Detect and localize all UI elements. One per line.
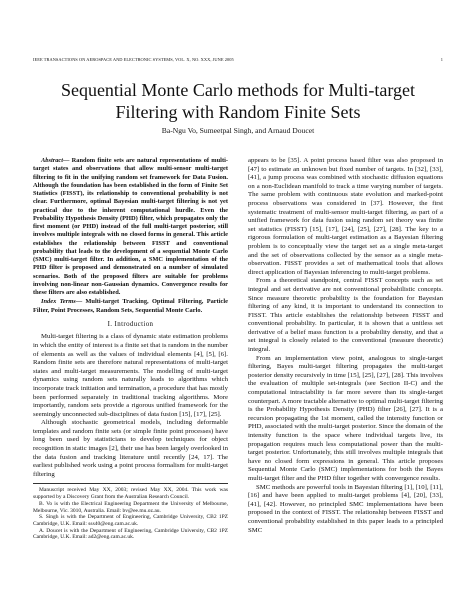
footnote-author-vo: B. Vo is with the Electrical Engineering Department the University of Melbourne, Melbourne, Vic. 3010, Australia. Email: bv@ee.mu.oz.au.: [33, 500, 228, 514]
body-paragraph-3: From an implementation view point, analogous to single-target filtering, Bayes multi-target filtering propagates the multi-target posterior density recursively in time [15], [25], [27], [28]. This involves the evaluation of multiple set-integrals (see Section II-C) and the computational intractability is far more severe than its single-target counterpart. A more tractable alternative to optimal multi-target filtering is the Probability Hypothesis Density (PHD) filter [26], [27]. It is a recursion propagating the 1st moment, called the intensity function or PHD, associated with the multi-target posterior. Since the domain of the intensity function is the space where individual targets live, its propagation requires much less computational power than the multi-target posterior. Unfortunately, this still involves multiple integrals that have no closed form expressions in general. This article proposes Sequential Monte Carlo (SMC) implementations for both the Bayes multi-target filter and the PHD filter together with convergence results.: [248, 354, 443, 482]
journal-info: IEEE TRANSACTIONS ON AEROSPACE AND ELECTRONIC SYSTEMS, VOL. X, NO. XXX, JUNE 2005: [33, 57, 234, 62]
paper-title: Sequential Monte Carlo methods for Multi-target Filtering with Random Finite Sets: [60, 80, 416, 122]
abstract: [33, 157, 228, 297]
right-column: [248, 157, 443, 535]
body-paragraph-2: From a theoretical standpoint, central FISST concepts such as set integral and set derivative are not conventional probabilistic concepts. Since measure theoretic probability is the foundation for Bayesian filtering of any kind, it is important to understand its connection to FISST. This article establishes the relationship between FISST and conventional probability. In particular, it is shown that a unitless set derivative of a belief mass function is a probability density, and that a set integral is closely related to the conventional (measure theoretic) integral.: [248, 277, 443, 354]
section-heading: I. Introduction: [107, 320, 154, 328]
footnote-author-singh: S. Singh is with the Department of Engineering, Cambridge University, CB2 1PZ Cambridge, U.K. Email: sss40@eng.cam.ac.uk.: [33, 514, 228, 527]
page-number: 1: [440, 57, 443, 62]
footnote-manuscript: Manuscript received May XX, 2003; revised May XX, 2004. This work was supported by a Discovery Grant from the Australian Research Council.: [33, 487, 228, 501]
intro-paragraph-1: Multi-target filtering is a class of dynamic state estimation problems in which the entity of interest is a finite set that is random in the number of elements as well as the values of individual elements [4], [5], [6]. Random finite sets are therefore natural representations of multi-target states and multi-target measurements. The modelling of multi-target dynamics using random sets naturally leads to algorithms which incorporate track initiation and termination, a procedure that has mostly been performed separately in traditional tracking algorithms. More importantly, random sets provide a rigorous unified framework for the seemingly unconnected sub-disciplines of data fusion [15], [17], [25].: [33, 333, 228, 418]
author-list: Ba-Ngu Vo, Sumeetpal Singh, and Arnaud Doucet: [161, 126, 315, 135]
body-paragraph-1: appears to be [35]. A point process based filter was also proposed in [47] to estimate an unknown but fixed number of targets. In [32], [33], [41], a jump process was combined with stochastic diffusion equations on a non-Euclidean manifold to track a time varying number of targets. The same problem with continuous state evolution and marked-point process observations was considered in [37]. However, the first systematic treatment of multi-sensor multi-target filtering, as part of a unified framework for data fusion using random set theory was finite set statistics (FISST) [15], [17], [24], [25], [27], [28]. The key to a rigorous formulation of multi-target estimation as a Bayesian filtering problem is to conceptually view the target set as a single meta-target and the set of observations collected by the sensor as a single meta-observation. FISST provides a set of mathematical tools that allows direct application of Bayesian inferencing to multi-target problems.: [248, 157, 443, 276]
index-terms-label: Index Terms: [41, 298, 76, 306]
body-paragraph-4: SMC methods are powerful tools in Bayesian filtering [1], [10], [11], [16] and have been applied to multi-target problems [4], [20], [33], [41], [42]. However, no principled SMC implementations have been proposed in the context of FISST. The relationship between FISST and conventional probability established in this paper leads to a principled SMC: [248, 483, 443, 534]
footnote-author-doucet: A. Doucet is with the Department of Engineering, Cambridge University, CB2 1PZ Cambridge, U.K. Email: ad2@eng.cam.ac.uk.: [33, 527, 228, 541]
index-terms-text: — Multi-target Tracking, Optimal Filtering, Particle Filter, Point Processes, Random Sets, Sequential Monte Carlo.: [33, 298, 228, 314]
left-column: [33, 157, 228, 541]
abstract-label: Abstract: [41, 157, 64, 164]
footnotes: [33, 483, 228, 541]
index-terms: [33, 298, 228, 315]
intro-paragraph-2: Although stochastic geometrical models, including deformable templates and random finite sets (or simple finite point processes) have long been used by statisticians to develop techniques for object recognition in static images [2], their use has been largely overlooked in the data fusion and tracking literature until recently [24, 17]. The earliest published work using a point process formalism for multi-target filtering: [33, 419, 228, 478]
running-head: [33, 57, 443, 62]
abstract-text: — Random finite sets are natural representations of multi-target states and observations that allow multi-sensor multi-target filtering to fit in the unifying random set framework for Data Fusion. Although the foundation has been established in the form of Finite Set Statistics (FISST), its relationship to conventional probability is not clear. Furthermore, optimal Bayesian multi-target filtering is not yet practical due to the inherent computational hurdle. Even the Probability Hypothesis Density (PHD) filter, which propagates only the first moment (or PHD) instead of the full multi-target posterior, still involves multiple integrals with no closed forms in general. This article establishes the relationship between FISST and conventional probability that leads to the development of a sequential Monte Carlo (SMC) multi-target filter. In addition, a SMC implementation of the PHD filter is proposed and demonstrated on a number of simulated scenarios. Both of the proposed filters are suitable for problems involving non-linear non-Gaussian dynamics. Convergence results for these filters are also established.: [33, 157, 228, 296]
